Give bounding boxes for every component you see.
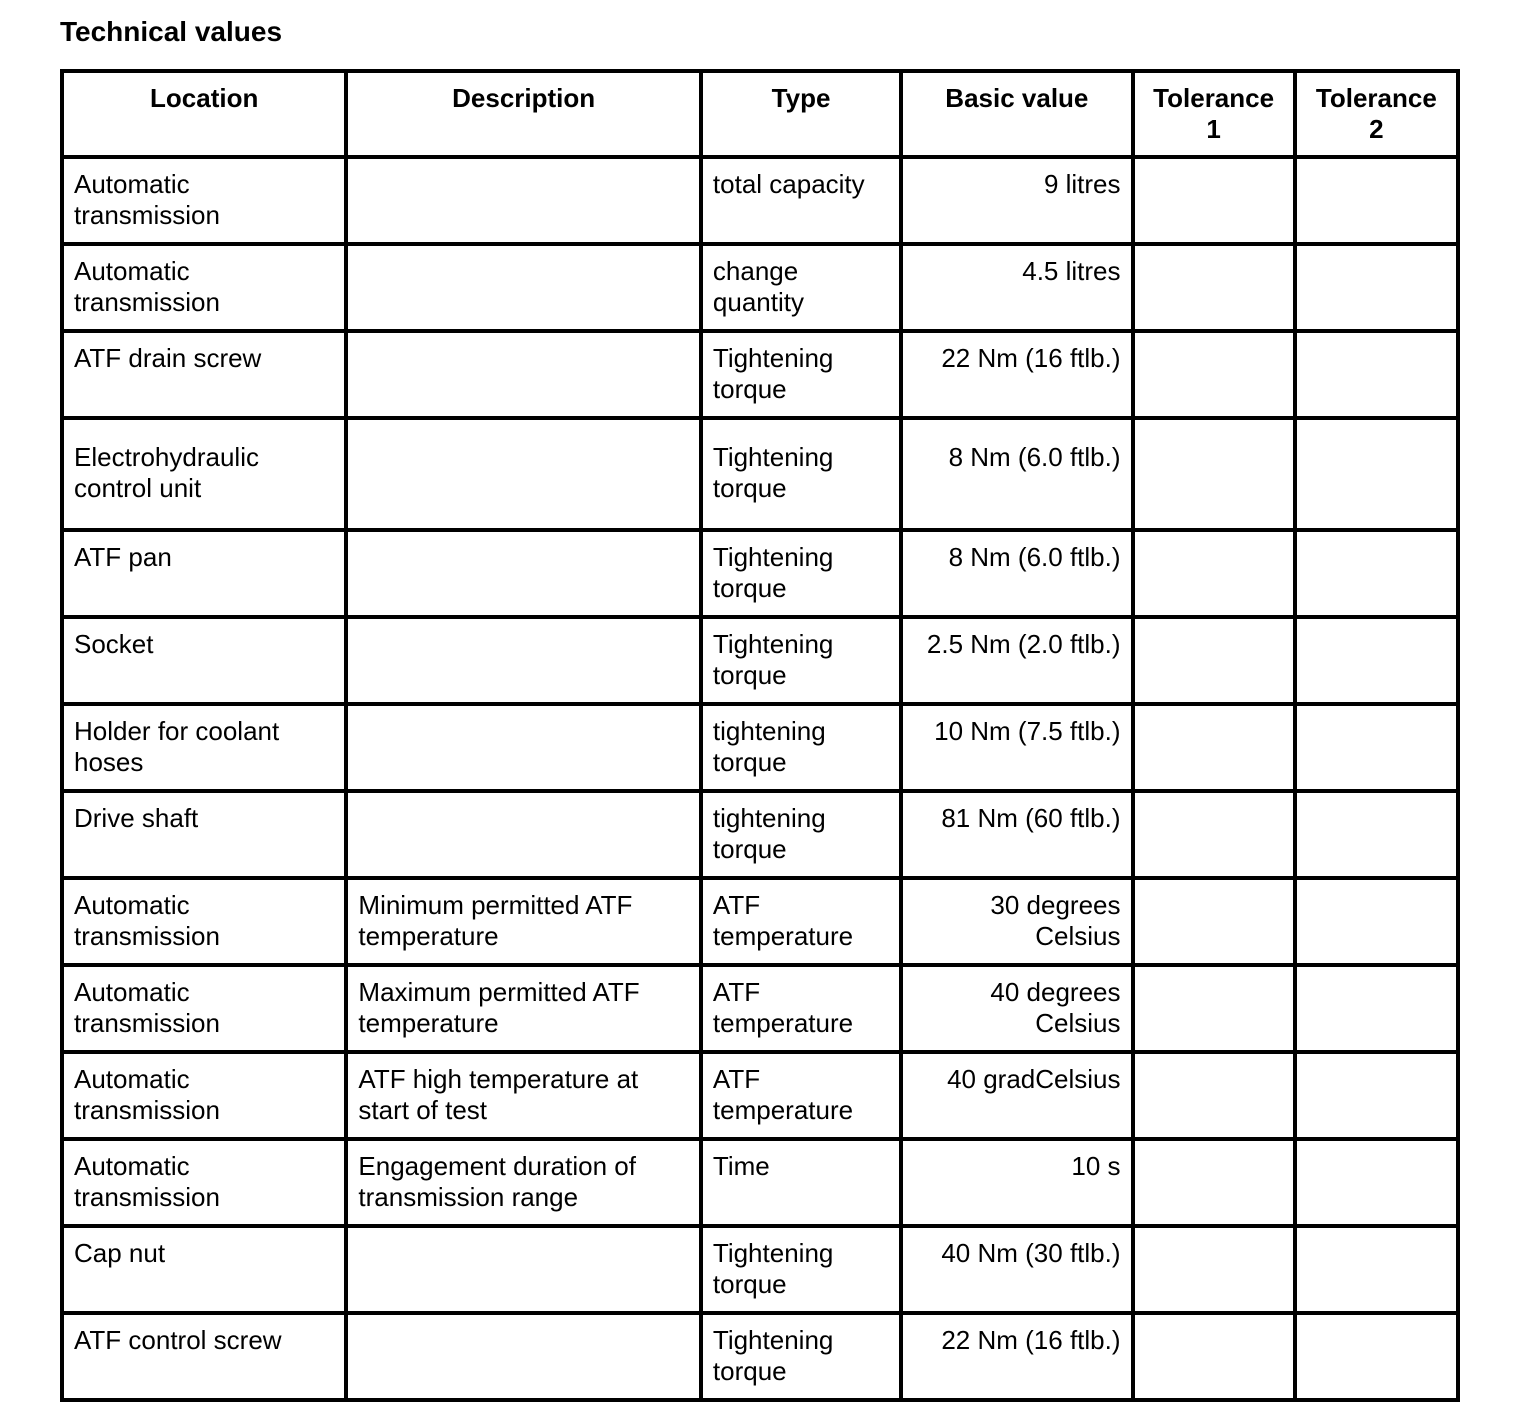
cell-type: total capacity	[701, 157, 901, 244]
cell-type: Tightening torque	[701, 617, 901, 704]
cell-type: ATF temperature	[701, 1052, 901, 1139]
header-tolerance-1: Tolerance 1	[1133, 71, 1295, 157]
cell-tolerance-2	[1295, 331, 1458, 418]
table-row	[62, 965, 1458, 1052]
cell-tolerance-1	[1133, 878, 1295, 965]
header-row	[62, 71, 1458, 157]
cell-basic-value: 9 litres	[901, 157, 1132, 244]
cell-location: Holder for coolant hoses	[62, 704, 346, 791]
header-tolerance-2: Tolerance 2	[1295, 71, 1458, 157]
header-type: Type	[701, 71, 901, 157]
cell-description	[346, 331, 701, 418]
header-location: Location	[62, 71, 346, 157]
cell-location: Automatic transmission	[62, 157, 346, 244]
cell-location: Cap nut	[62, 1226, 346, 1313]
cell-tolerance-2	[1295, 1052, 1458, 1139]
cell-basic-value: 81 Nm (60 ftlb.)	[901, 791, 1132, 878]
cell-tolerance-2	[1295, 1226, 1458, 1313]
table-row	[62, 617, 1458, 704]
cell-basic-value: 8 Nm (6.0 ftlb.)	[901, 418, 1132, 530]
cell-tolerance-1	[1133, 965, 1295, 1052]
cell-basic-value: 22 Nm (16 ftlb.)	[901, 331, 1132, 418]
cell-location: Automatic transmission	[62, 1139, 346, 1226]
cell-tolerance-2	[1295, 704, 1458, 791]
cell-tolerance-1	[1133, 791, 1295, 878]
cell-description: Engagement duration of transmission range	[346, 1139, 701, 1226]
cell-location: Drive shaft	[62, 791, 346, 878]
cell-tolerance-1	[1133, 1313, 1295, 1400]
cell-description	[346, 704, 701, 791]
cell-tolerance-1	[1133, 530, 1295, 617]
cell-type: Tightening torque	[701, 1226, 901, 1313]
cell-basic-value: 4.5 litres	[901, 244, 1132, 331]
cell-location: Automatic transmission	[62, 965, 346, 1052]
cell-location: ATF control screw	[62, 1313, 346, 1400]
cell-description	[346, 418, 701, 530]
cell-basic-value: 40 Nm (30 ftlb.)	[901, 1226, 1132, 1313]
cell-basic-value: 2.5 Nm (2.0 ftlb.)	[901, 617, 1132, 704]
cell-tolerance-1	[1133, 418, 1295, 530]
cell-location: Automatic transmission	[62, 1052, 346, 1139]
header-description: Description	[346, 71, 701, 157]
cell-basic-value: 30 degrees Celsius	[901, 878, 1132, 965]
table-row	[62, 157, 1458, 244]
cell-description	[346, 1226, 701, 1313]
cell-tolerance-1	[1133, 1226, 1295, 1313]
cell-tolerance-1	[1133, 617, 1295, 704]
cell-tolerance-2	[1295, 244, 1458, 331]
cell-description	[346, 791, 701, 878]
page-title: Technical values	[60, 16, 283, 47]
table-row	[62, 791, 1458, 878]
cell-type: ATF temperature	[701, 965, 901, 1052]
cell-basic-value: 22 Nm (16 ftlb.)	[901, 1313, 1132, 1400]
table-body	[62, 157, 1458, 1400]
cell-tolerance-2	[1295, 157, 1458, 244]
table-row	[62, 1313, 1458, 1400]
cell-basic-value: 10 s	[901, 1139, 1132, 1226]
cell-tolerance-2	[1295, 1313, 1458, 1400]
cell-type: Tightening torque	[701, 530, 901, 617]
cell-description	[346, 617, 701, 704]
table-row	[62, 244, 1458, 331]
cell-type: tightening torque	[701, 791, 901, 878]
cell-location: Automatic transmission	[62, 244, 346, 331]
table-row	[62, 331, 1458, 418]
cell-tolerance-2	[1295, 1139, 1458, 1226]
table-row	[62, 418, 1458, 530]
cell-type: change quantity	[701, 244, 901, 331]
cell-type: Tightening torque	[701, 1313, 901, 1400]
cell-type: Tightening torque	[701, 418, 901, 530]
cell-location: ATF pan	[62, 530, 346, 617]
cell-tolerance-2	[1295, 418, 1458, 530]
cell-description: Maximum permitted ATF temperature	[346, 965, 701, 1052]
table-row	[62, 878, 1458, 965]
cell-type: Time	[701, 1139, 901, 1226]
table-row	[62, 1226, 1458, 1313]
cell-description	[346, 157, 701, 244]
cell-location: ATF drain screw	[62, 331, 346, 418]
cell-tolerance-2	[1295, 530, 1458, 617]
cell-tolerance-1	[1133, 1139, 1295, 1226]
cell-description: ATF high temperature at start of test	[346, 1052, 701, 1139]
cell-location: Electrohydraulic control unit	[62, 418, 346, 530]
table-row	[62, 1139, 1458, 1226]
cell-tolerance-1	[1133, 704, 1295, 791]
cell-tolerance-2	[1295, 617, 1458, 704]
cell-tolerance-1	[1133, 157, 1295, 244]
cell-type: Tightening torque	[701, 331, 901, 418]
cell-description: Minimum permitted ATF temperature	[346, 878, 701, 965]
cell-basic-value: 40 degrees Celsius	[901, 965, 1132, 1052]
cell-location: Socket	[62, 617, 346, 704]
cell-tolerance-1	[1133, 331, 1295, 418]
cell-description	[346, 1313, 701, 1400]
cell-basic-value: 10 Nm (7.5 ftlb.)	[901, 704, 1132, 791]
table-row	[62, 530, 1458, 617]
cell-description	[346, 530, 701, 617]
cell-type: tightening torque	[701, 704, 901, 791]
cell-tolerance-1	[1133, 1052, 1295, 1139]
cell-type: ATF temperature	[701, 878, 901, 965]
header-basic-value: Basic value	[901, 71, 1132, 157]
cell-tolerance-2	[1295, 791, 1458, 878]
cell-description	[346, 244, 701, 331]
cell-location: Automatic transmission	[62, 878, 346, 965]
technical-values-table	[60, 69, 1460, 1402]
cell-tolerance-2	[1295, 965, 1458, 1052]
cell-tolerance-1	[1133, 244, 1295, 331]
table-row	[62, 704, 1458, 791]
cell-basic-value: 40 gradCelsius	[901, 1052, 1132, 1139]
table-row	[62, 1052, 1458, 1139]
cell-tolerance-2	[1295, 878, 1458, 965]
cell-basic-value: 8 Nm (6.0 ftlb.)	[901, 530, 1132, 617]
